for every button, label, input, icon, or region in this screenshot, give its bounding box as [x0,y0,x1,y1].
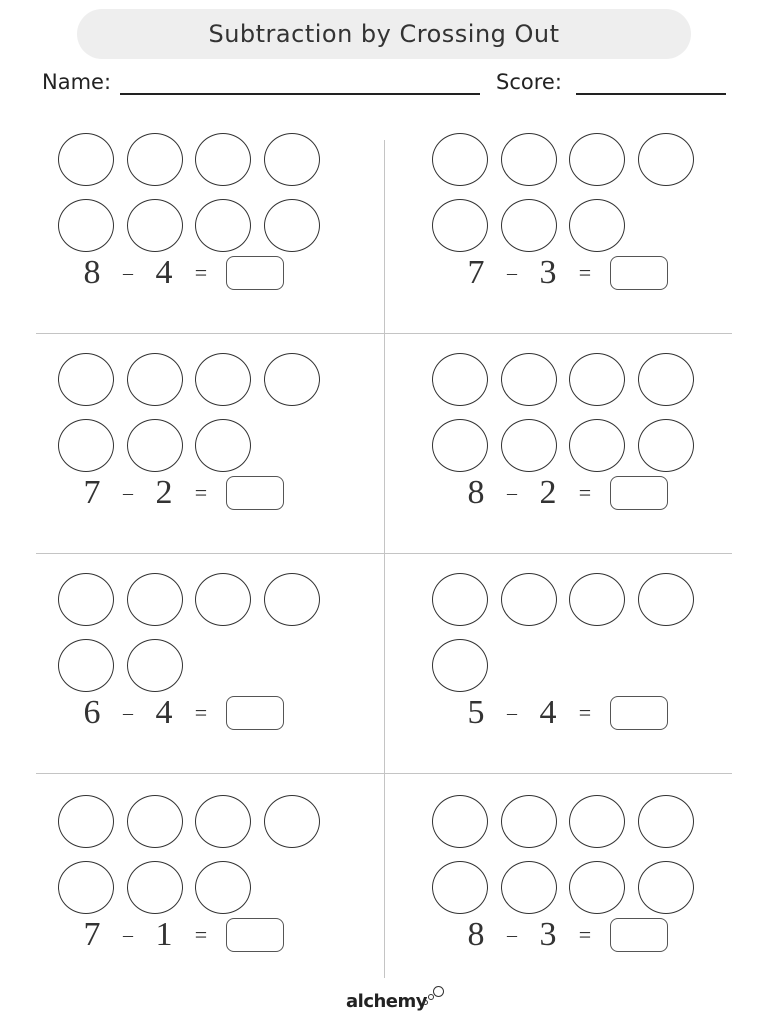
counting-circle[interactable] [58,639,114,692]
equals-sign: = [578,480,592,505]
counting-circle[interactable] [58,795,114,848]
problem-cell [36,553,384,773]
equation [460,473,668,513]
minuend: 7 [467,254,485,291]
counting-circle[interactable] [127,353,183,406]
counting-circle[interactable] [569,353,625,406]
counting-circle[interactable] [432,353,488,406]
counting-circle[interactable] [58,133,114,186]
counting-circle[interactable] [569,861,625,914]
minuend: 7 [83,474,101,511]
equation [460,253,668,293]
counting-circle[interactable] [195,861,251,914]
counting-circle[interactable] [432,199,488,252]
counting-circle[interactable] [264,795,320,848]
counting-circle[interactable] [127,199,183,252]
name-label: Name: [42,70,112,94]
counting-circle[interactable] [569,573,625,626]
equation [460,693,668,733]
counting-circle[interactable] [264,353,320,406]
subtrahend: 1 [155,916,173,953]
subtrahend: 4 [155,694,173,731]
minuend: 8 [83,254,101,291]
equation [76,915,284,955]
counting-circle[interactable] [127,419,183,472]
title-banner [77,9,691,59]
answer-box[interactable] [226,696,284,730]
answer-box[interactable] [226,256,284,290]
equals-sign: = [578,700,592,725]
subtrahend: 3 [539,254,557,291]
counting-circle[interactable] [195,353,251,406]
equals-sign: = [194,480,208,505]
counting-circle[interactable] [264,133,320,186]
subtrahend: 2 [155,474,173,511]
minus-sign: – [507,923,517,946]
minus-sign: – [507,701,517,724]
counting-circle[interactable] [195,133,251,186]
minuend: 5 [467,694,485,731]
counting-circle[interactable] [638,573,694,626]
counting-circle[interactable] [127,573,183,626]
worksheet-title: Subtraction by Crossing Out [208,20,560,48]
counting-circle[interactable] [501,133,557,186]
counting-circle[interactable] [432,419,488,472]
subtrahend: 4 [539,694,557,731]
counting-circle[interactable] [264,199,320,252]
equals-sign: = [194,700,208,725]
counting-circle[interactable] [58,861,114,914]
counting-circle[interactable] [127,861,183,914]
counting-circle[interactable] [501,199,557,252]
equation [76,253,284,293]
name-line[interactable] [120,93,480,95]
counting-circle[interactable] [638,419,694,472]
minuend: 6 [83,694,101,731]
minuend: 8 [467,474,485,511]
counting-circle[interactable] [638,353,694,406]
score-line[interactable] [576,93,726,95]
answer-box[interactable] [610,476,668,510]
problem-cell [384,775,732,995]
counting-circle[interactable] [432,861,488,914]
answer-box[interactable] [610,256,668,290]
counting-circle[interactable] [432,133,488,186]
counting-circle[interactable] [58,199,114,252]
subtrahend: 4 [155,254,173,291]
counting-circle[interactable] [127,639,183,692]
counting-circle[interactable] [501,861,557,914]
minus-sign: – [123,261,133,284]
problem-cell [36,333,384,553]
logo-text: alchemy [346,991,427,1012]
counting-circle[interactable] [432,573,488,626]
counting-circle[interactable] [264,573,320,626]
problem-cell [384,113,732,333]
alchemy-logo [346,988,443,1012]
counting-circle[interactable] [501,573,557,626]
counting-circle[interactable] [195,199,251,252]
answer-box[interactable] [226,476,284,510]
subtrahend: 3 [539,916,557,953]
counting-circle[interactable] [569,419,625,472]
minuend: 7 [83,916,101,953]
problem-cell [36,775,384,995]
counting-circle[interactable] [501,419,557,472]
answer-box[interactable] [610,696,668,730]
problem-cell [384,333,732,553]
counting-circle[interactable] [58,573,114,626]
counting-circle[interactable] [58,419,114,472]
bubbles-icon [423,988,443,1012]
minus-sign: – [123,923,133,946]
minuend: 8 [467,916,485,953]
counting-circle[interactable] [127,795,183,848]
answer-box[interactable] [226,918,284,952]
counting-circle[interactable] [501,353,557,406]
problem-cell [384,553,732,773]
equation [76,693,284,733]
counting-circle[interactable] [569,199,625,252]
counting-circle[interactable] [195,795,251,848]
minus-sign: – [123,481,133,504]
counting-circle[interactable] [127,133,183,186]
counting-circle[interactable] [501,795,557,848]
answer-box[interactable] [610,918,668,952]
minus-sign: – [507,261,517,284]
grid-divider-horizontal [36,773,732,774]
minus-sign: – [507,481,517,504]
equals-sign: = [578,922,592,947]
counting-circle[interactable] [195,573,251,626]
counting-circle[interactable] [432,639,488,692]
counting-circle[interactable] [638,795,694,848]
counting-circle[interactable] [569,795,625,848]
counting-circle[interactable] [58,353,114,406]
equation [460,915,668,955]
equals-sign: = [194,260,208,285]
counting-circle[interactable] [638,133,694,186]
minus-sign: – [123,701,133,724]
equals-sign: = [194,922,208,947]
subtrahend: 2 [539,474,557,511]
score-label: Score: [496,70,562,94]
counting-circle[interactable] [569,133,625,186]
equals-sign: = [578,260,592,285]
equation [76,473,284,513]
problem-cell [36,113,384,333]
counting-circle[interactable] [638,861,694,914]
counting-circle[interactable] [195,419,251,472]
counting-circle[interactable] [432,795,488,848]
